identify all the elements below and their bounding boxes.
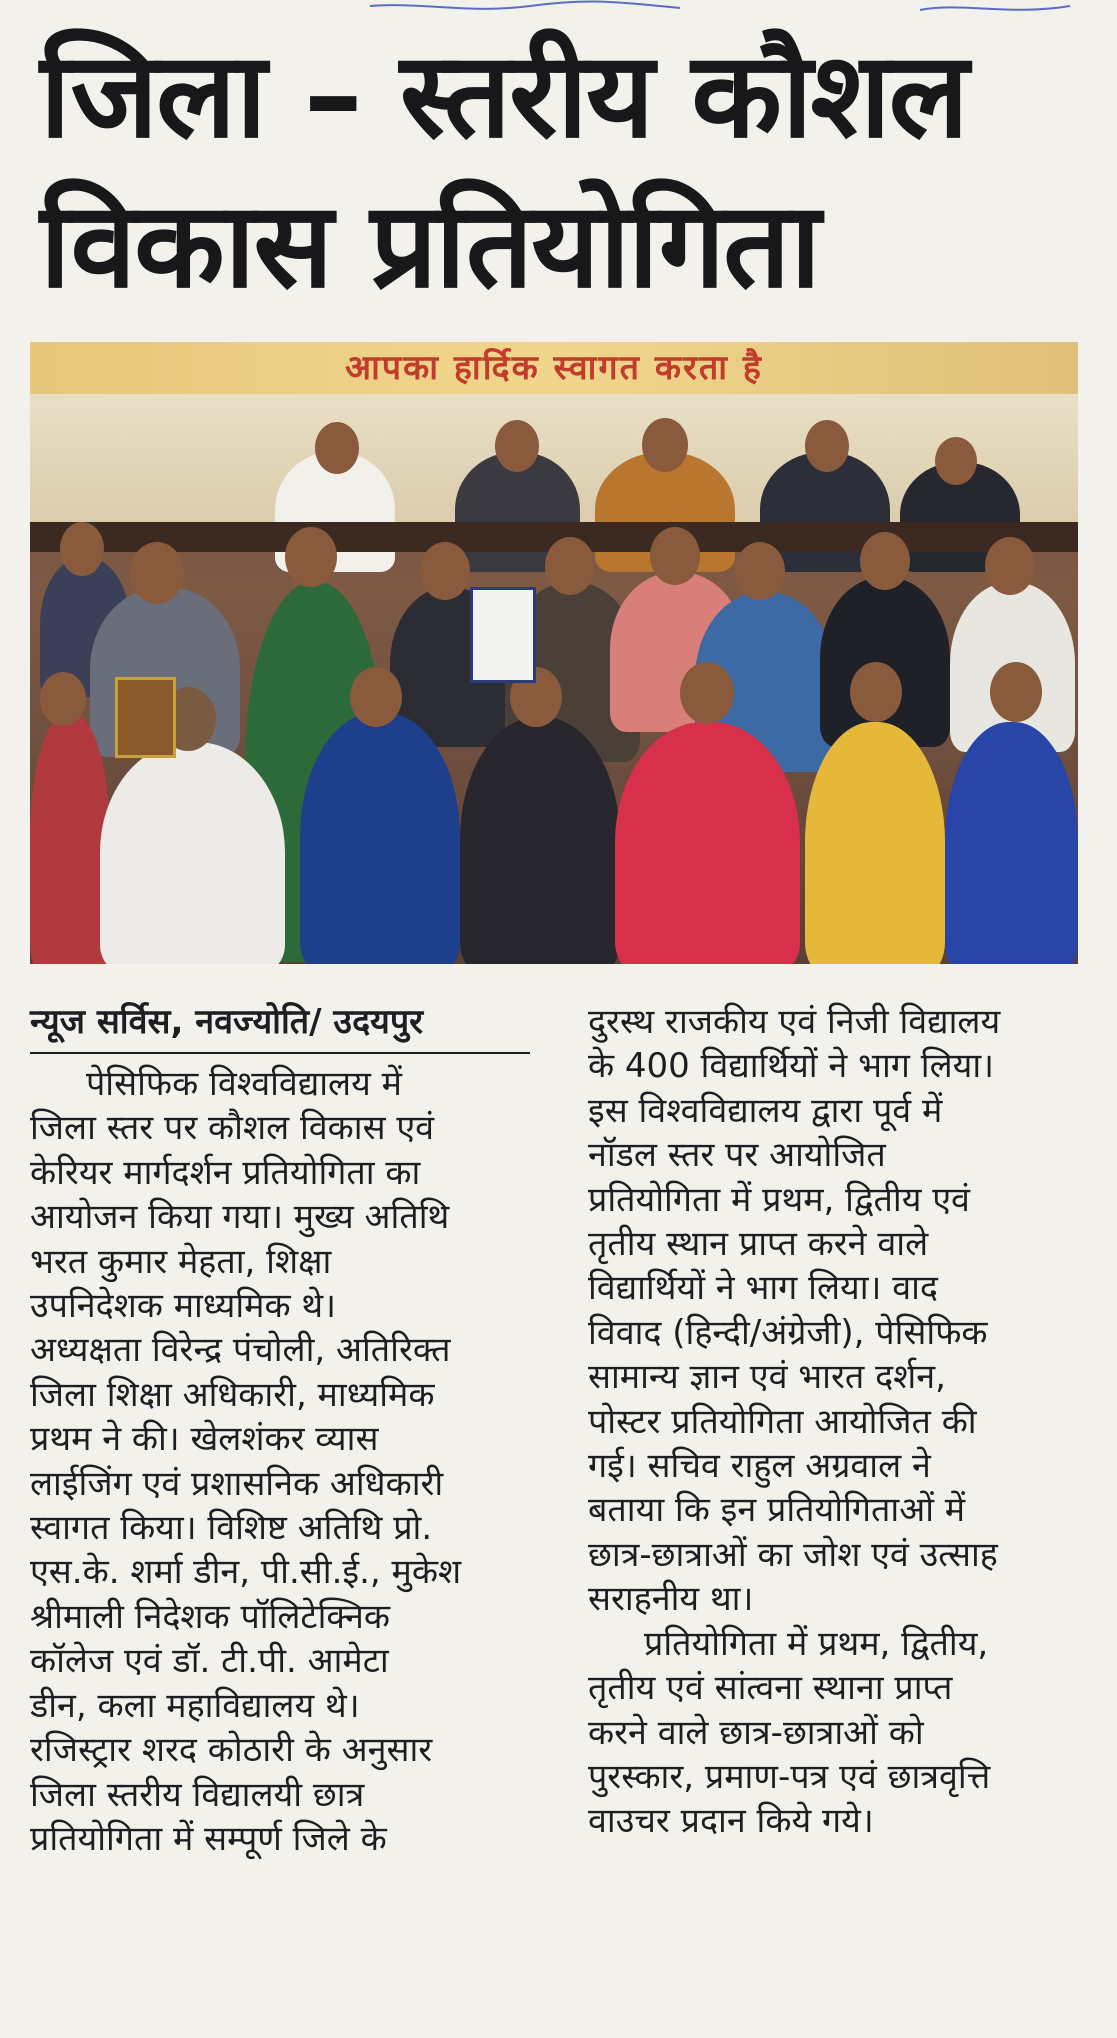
article-column-right: [588, 1000, 1088, 1844]
article-line: केरियर मार्गदर्शन प्रतियोगिता का: [30, 1152, 421, 1193]
certificate: [470, 587, 536, 683]
article-line: जिला शिक्षा अधिकारी, माध्यमिक: [30, 1374, 435, 1415]
article-line: प्रतियोगिता में प्रथम, द्वितीय एवं: [588, 1179, 970, 1220]
article-line: पेसिफिक विश्वविद्यालय में: [86, 1064, 402, 1104]
student-figure: [615, 722, 800, 964]
article-line: बताया कि इन प्रतियोगिताओं में: [588, 1490, 966, 1531]
article-line: विद्यार्थियों ने भाग लिया। वाद: [588, 1268, 938, 1309]
student-head: [650, 527, 700, 585]
student-head: [40, 672, 86, 726]
article-line: लाईजिंग एवं प्रशासनिक अधिकारी: [30, 1463, 444, 1504]
article-line: गई। सचिव राहुल अग्रवाल ने: [588, 1446, 931, 1487]
student-head: [545, 537, 595, 595]
article-line: उपनिदेशक माध्यमिक थे।: [30, 1286, 337, 1327]
article-line: जिला स्तरीय विद्यालयी छात्र: [30, 1774, 365, 1815]
news-photo: [30, 342, 1078, 964]
article-line: अध्यक्षता विरेन्द्र पंचोली, अतिरिक्त: [30, 1330, 451, 1371]
article-line: प्रथम ने की। खेलशंकर व्यास: [30, 1419, 379, 1460]
article-line: तृतीय एवं सांत्वना स्थाना प्राप्त: [588, 1668, 953, 1709]
article-line: कॉलेज एवं डॉ. टी.पी. आमेटा: [30, 1641, 389, 1682]
article-line: आयोजन किया गया। मुख्य अतिथि: [30, 1197, 450, 1238]
article-column-left: [30, 1000, 530, 1861]
dignitary-head: [495, 420, 539, 472]
article-line: तृतीय स्थान प्राप्त करने वाले: [588, 1224, 929, 1265]
headline: [40, 20, 1080, 320]
student-head: [990, 662, 1042, 722]
article-line: करने वाले छात्र-छात्राओं को: [588, 1712, 924, 1753]
article-line: इस विश्वविद्यालय द्वारा पूर्व में: [588, 1090, 943, 1131]
student-head: [680, 662, 734, 724]
student-figure: [100, 742, 285, 964]
article-line: विवाद (हिन्दी/अंग्रेजी), पेसिफिक: [588, 1312, 988, 1353]
byline: न्यूज सर्विस, नवज्योति/ उदयपुर: [30, 1000, 530, 1054]
headline-line-2: विकास प्रतियोगिता: [40, 176, 819, 314]
article-line: सराहनीय था।: [588, 1579, 754, 1620]
article-line: के 400 विद्यार्थियों ने भाग लिया।: [588, 1046, 995, 1087]
article-line: डीन, कला महाविद्यालय थे।: [30, 1685, 360, 1726]
teacher-head: [285, 527, 337, 587]
article-line: सामान्य ज्ञान एवं भारत दर्शन,: [588, 1357, 946, 1398]
article-line: श्रीमाली निदेशक पॉलिटेक्निक: [30, 1596, 390, 1637]
article-text-left: [30, 1062, 530, 1861]
student-head: [735, 542, 785, 600]
trophy-plaque: [115, 677, 176, 758]
article-line: स्वागत किया। विशिष्ट अतिथि प्रो.: [30, 1508, 433, 1549]
article-line: प्रतियोगिता में सम्पूर्ण जिले के: [30, 1818, 387, 1859]
article-line: नॉडल स्तर पर आयोजित: [588, 1135, 886, 1176]
article-line: पोस्टर प्रतियोगिता आयोजित की: [588, 1401, 977, 1442]
photo-banner: आपका हार्दिक स्वागत करता है: [30, 342, 1078, 394]
article-line: एस.के. शर्मा डीन, पी.सी.ई., मुकेश: [30, 1552, 462, 1593]
student-figure: [460, 717, 620, 964]
student-head: [850, 662, 902, 722]
article-text-right: [588, 1000, 1088, 1844]
article-line: दुरस्थ राजकीय एवं निजी विद्यालय: [588, 1002, 1001, 1042]
student-figure: [30, 712, 110, 964]
dignitary-head: [315, 422, 359, 474]
student-head: [350, 667, 402, 727]
article-line: वाउचर प्रदान किये गये।: [588, 1801, 874, 1842]
student-figure: [300, 712, 460, 964]
article-line: भरत कुमार मेहता, शिक्षा: [30, 1241, 332, 1282]
dignitary-head: [642, 418, 688, 472]
article-line: पुरस्कार, प्रमाण-पत्र एवं छात्रवृत्ति: [588, 1756, 991, 1797]
article-line: छात्र-छात्राओं का जोश एवं उत्साह: [588, 1534, 998, 1575]
student-head: [420, 542, 470, 600]
student-head: [860, 532, 910, 590]
handwritten-note: [360, 0, 1080, 20]
student-head: [985, 537, 1035, 595]
dignitary-head: [935, 437, 977, 485]
student-figure: [805, 722, 945, 964]
student-head: [60, 522, 104, 576]
student-figure: [820, 577, 950, 747]
article-line: प्रतियोगिता में प्रथम, द्वितीय,: [644, 1623, 989, 1664]
headline-line-1: जिला – स्तरीय कौशल: [40, 26, 967, 164]
article-line: रजिस्ट्रार शरद कोठारी के अनुसार: [30, 1730, 433, 1771]
article-line: जिला स्तर पर कौशल विकास एवं: [30, 1108, 435, 1149]
student-figure: [945, 722, 1078, 964]
student-head: [130, 542, 184, 604]
dignitary-head: [805, 420, 849, 472]
